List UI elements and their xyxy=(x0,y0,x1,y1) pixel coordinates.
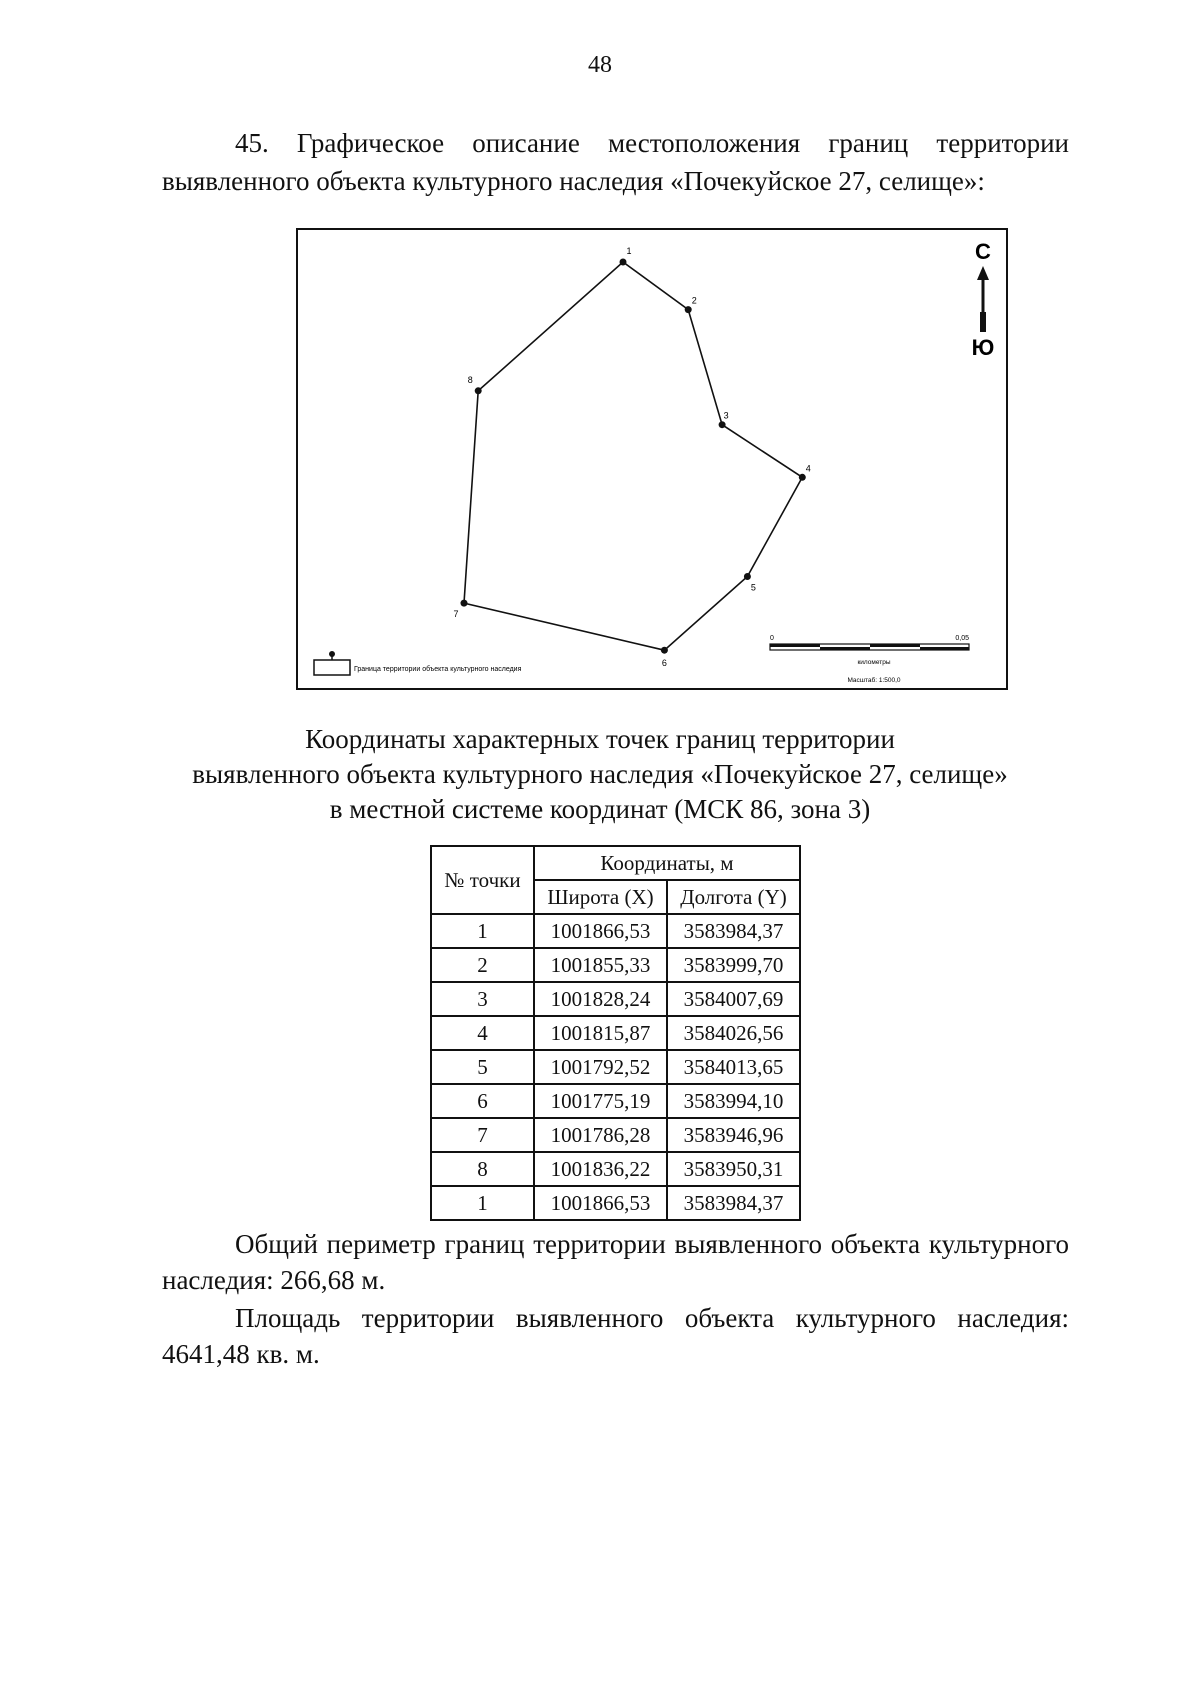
boundary-points-layer xyxy=(453,246,810,668)
boundary-point-label: 3 xyxy=(723,410,729,421)
table-row xyxy=(431,948,800,982)
coordinates-title-line: в местной системе координат (МСК 86, зона 3) xyxy=(329,794,871,824)
latitude-cell: 1001866,53 xyxy=(534,914,667,948)
boundary-map xyxy=(296,228,1008,690)
boundary-point-label: 2 xyxy=(691,295,697,306)
latitude-cell: 1001775,19 xyxy=(534,1084,667,1118)
scale-unit-label: километры xyxy=(857,659,891,666)
table-row xyxy=(431,1186,800,1220)
table-row xyxy=(431,1152,800,1186)
latitude-cell: 1001828,24 xyxy=(534,982,667,1016)
map-canvas xyxy=(298,230,1006,688)
latitude-cell: 1001786,28 xyxy=(534,1118,667,1152)
boundary-point-label: 6 xyxy=(661,658,667,669)
table-body xyxy=(431,914,800,1220)
longitude-cell: 3584026,56 xyxy=(667,1016,800,1050)
latitude-cell: 1001815,87 xyxy=(534,1016,667,1050)
point-number-cell: 4 xyxy=(431,1016,534,1050)
legend-point-icon xyxy=(329,651,335,657)
longitude-cell: 3583984,37 xyxy=(667,1186,800,1220)
longitude-cell: 3584007,69 xyxy=(667,982,800,1016)
north-arrow-icon xyxy=(972,239,995,360)
page-number: 48 xyxy=(588,52,612,78)
latitude-cell: 1001836,22 xyxy=(534,1152,667,1186)
scale-text: Масштаб: 1:500,0 xyxy=(847,677,901,684)
boundary-point xyxy=(661,647,668,654)
table-row xyxy=(431,1118,800,1152)
point-number-cell: 3 xyxy=(431,982,534,1016)
longitude-cell: 3583994,10 xyxy=(667,1084,800,1118)
header-point-number: № точки xyxy=(431,846,534,914)
latitude-cell: 1001792,52 xyxy=(534,1050,667,1084)
header-latitude: Широта (X) xyxy=(534,880,667,914)
boundary-point-label: 7 xyxy=(453,609,459,620)
table-row xyxy=(431,1016,800,1050)
longitude-cell: 3583999,70 xyxy=(667,948,800,982)
table-row xyxy=(431,914,800,948)
boundary-point xyxy=(475,387,482,394)
longitude-cell: 3583950,31 xyxy=(667,1152,800,1186)
longitude-cell: 3584013,65 xyxy=(667,1050,800,1084)
header-coordinates: Координаты, м xyxy=(534,846,800,880)
boundary-point xyxy=(719,421,726,428)
point-number-cell: 1 xyxy=(431,1186,534,1220)
coordinates-title xyxy=(0,722,1200,827)
point-number-cell: 7 xyxy=(431,1118,534,1152)
summary xyxy=(162,1226,1069,1372)
coordinates-table xyxy=(430,845,801,1221)
perimeter-text: Общий периметр границ территории выявленного объекта культурного наследия: 266,68 м. xyxy=(162,1229,1069,1295)
boundary-point xyxy=(685,306,692,313)
table-row xyxy=(431,1084,800,1118)
point-number-cell: 8 xyxy=(431,1152,534,1186)
table-row xyxy=(431,1050,800,1084)
longitude-cell: 3583946,96 xyxy=(667,1118,800,1152)
scale-start-label: 0 xyxy=(770,635,774,642)
boundary-point-label: 5 xyxy=(750,582,756,593)
boundary-point-label: 4 xyxy=(805,463,811,474)
north-label: С xyxy=(975,239,991,264)
map-legend xyxy=(314,651,522,675)
table-header-row xyxy=(431,846,800,880)
boundary-point xyxy=(620,259,627,266)
legend-swatch xyxy=(314,660,350,675)
table-row xyxy=(431,982,800,1016)
legend-text: Граница территории объекта культурного наследия xyxy=(354,666,522,673)
point-number-cell: 1 xyxy=(431,914,534,948)
area-text: Площадь территории выявленного объекта культурного наследия: 4641,48 кв. м. xyxy=(162,1303,1069,1369)
coordinates-title-line: Координаты характерных точек границ территории xyxy=(305,724,895,754)
point-number-cell: 5 xyxy=(431,1050,534,1084)
latitude-cell: 1001855,33 xyxy=(534,948,667,982)
boundary-point xyxy=(461,600,468,607)
boundary-point-label: 8 xyxy=(467,374,473,385)
point-number-cell: 2 xyxy=(431,948,534,982)
scale-bar xyxy=(770,635,969,684)
boundary-point xyxy=(799,474,806,481)
scale-end-label: 0,05 xyxy=(955,635,969,642)
section-heading: 45. Графическое описание местоположения границ территории выявленного объекта культурного наследия «Почекуйское 27, селище»: xyxy=(162,128,1069,196)
latitude-cell: 1001866,53 xyxy=(534,1186,667,1220)
south-label: Ю xyxy=(971,335,995,360)
boundary-point xyxy=(744,573,751,580)
point-number-cell: 6 xyxy=(431,1084,534,1118)
header-longitude: Долгота (Y) xyxy=(667,880,800,914)
boundary-point-label: 1 xyxy=(626,246,632,256)
longitude-cell: 3583984,37 xyxy=(667,914,800,948)
coordinates-title-line: выявленного объекта культурного наследия «Почекуйское 27, селище» xyxy=(192,759,1008,789)
